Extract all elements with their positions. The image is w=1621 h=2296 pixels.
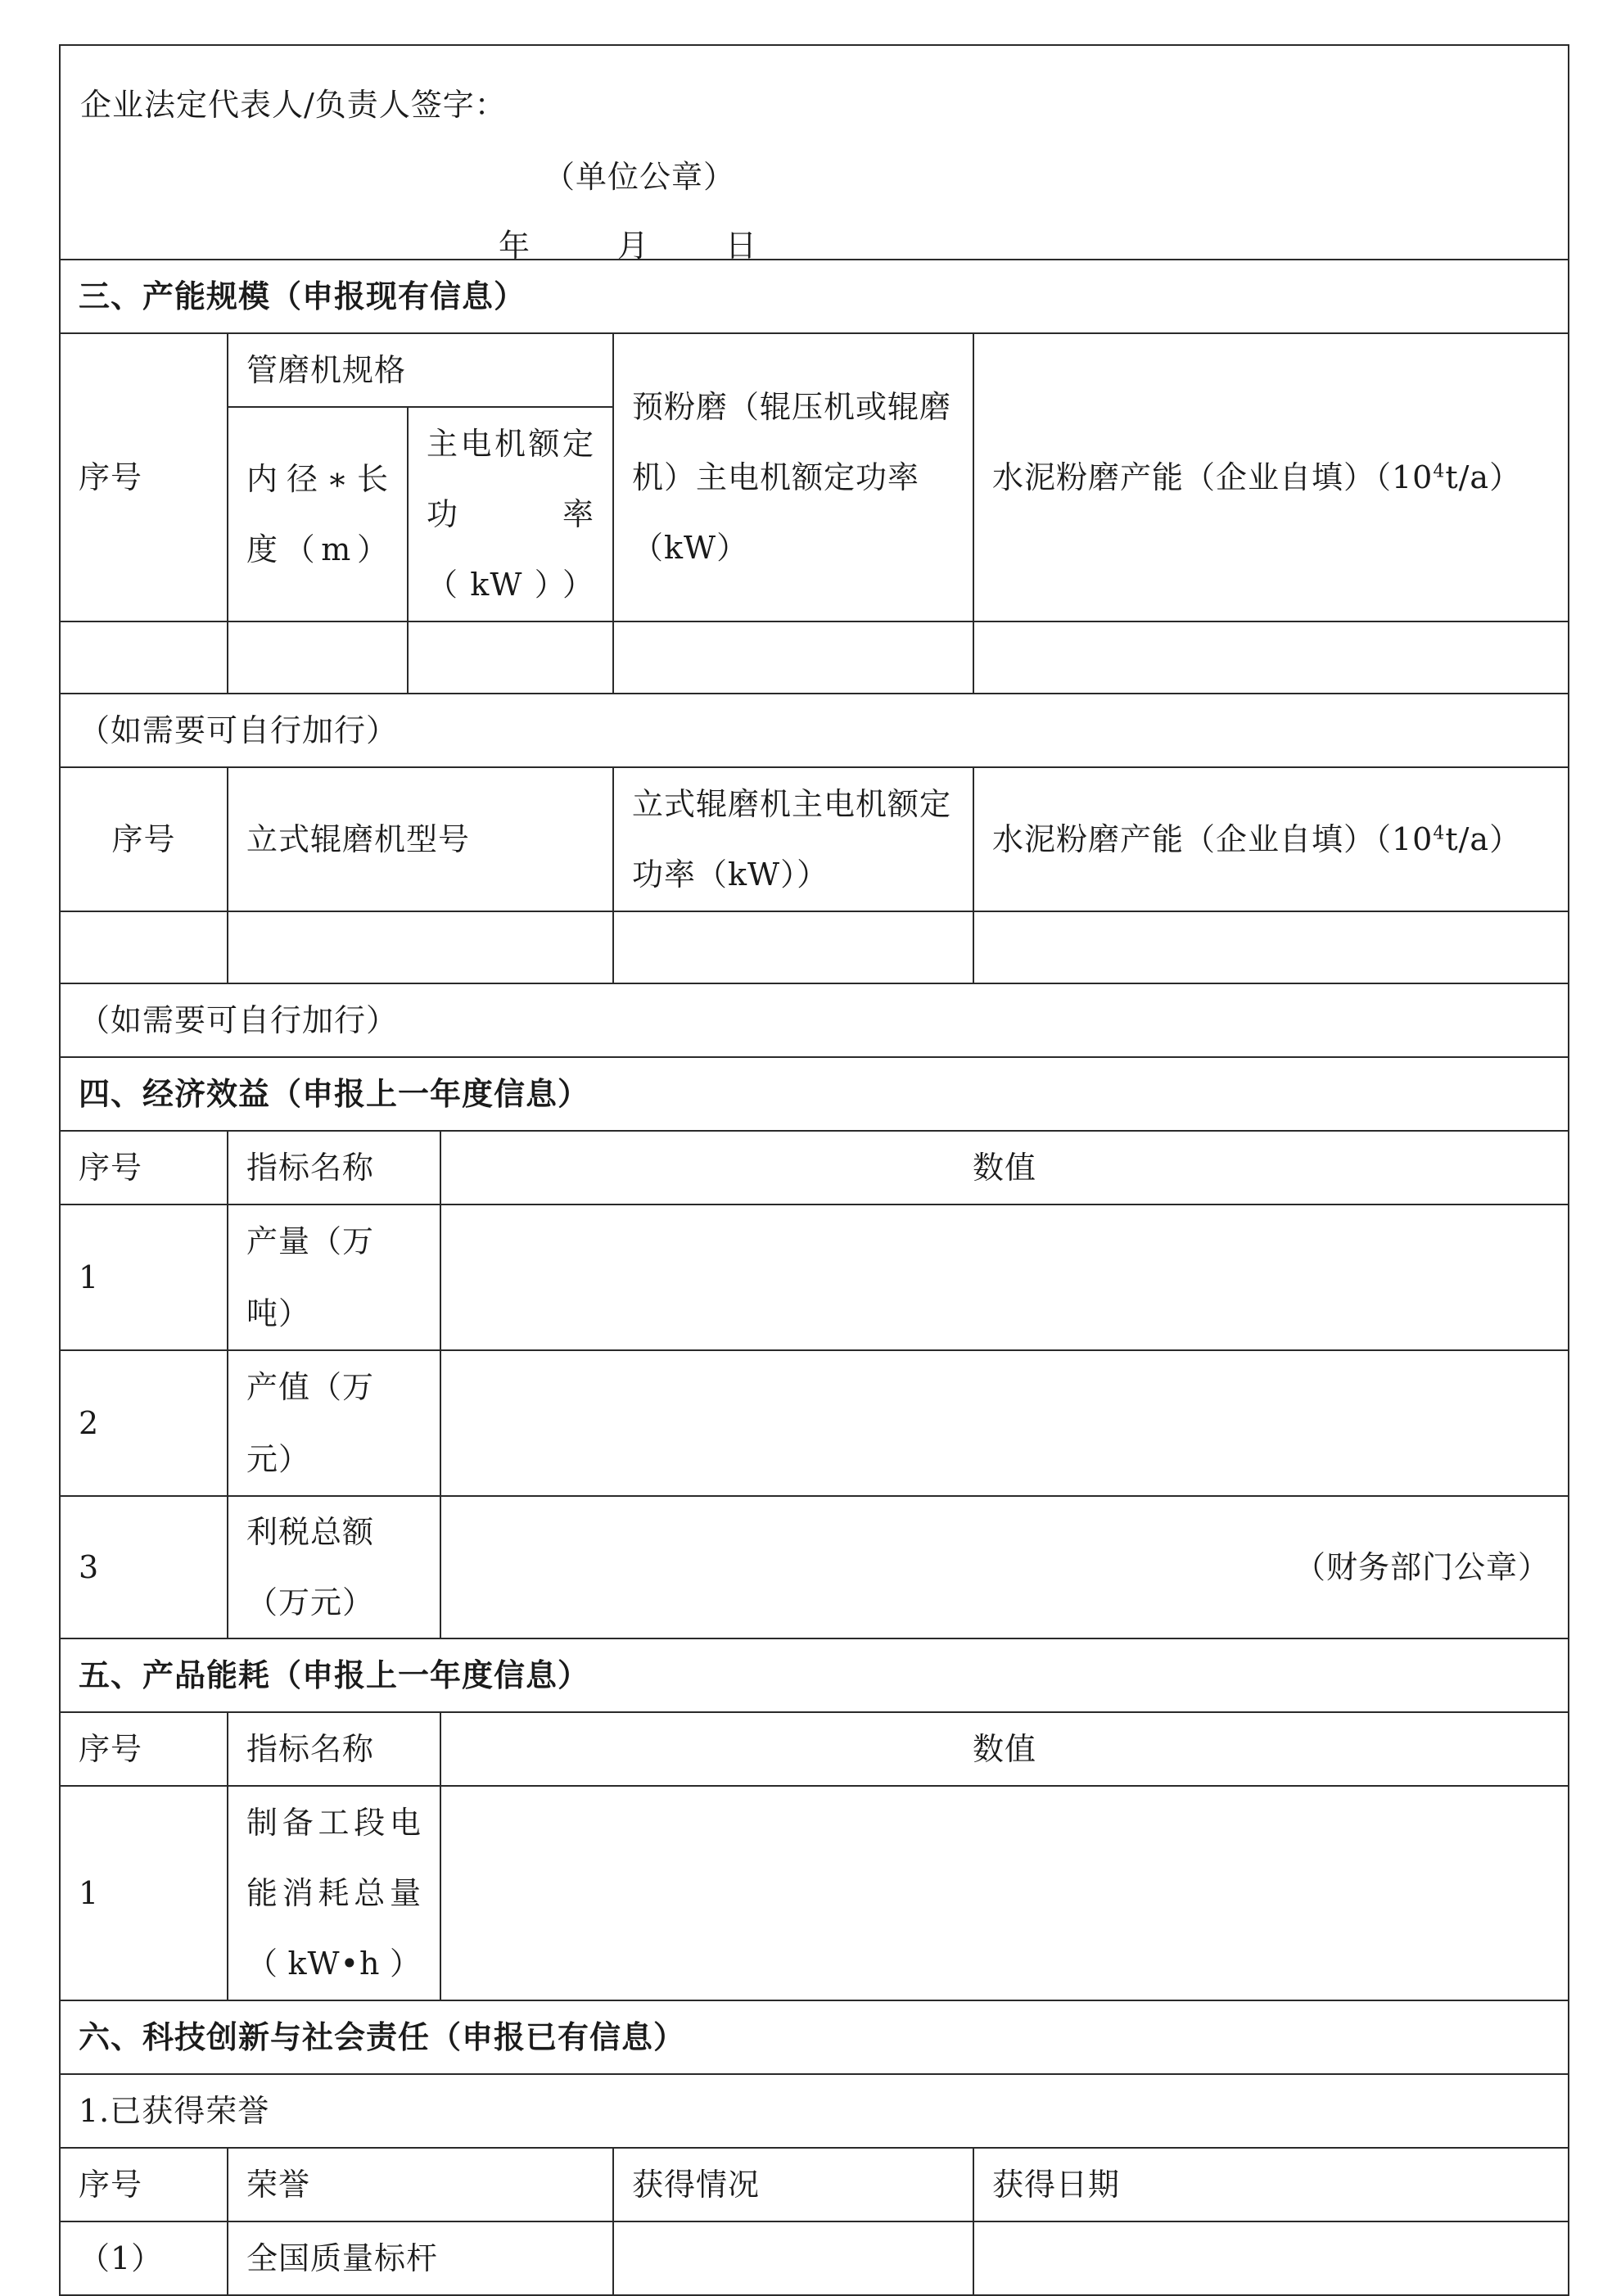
s4-row-index: 2 bbox=[60, 1350, 228, 1496]
t2-add-row-note: （如需要可自行加行） bbox=[60, 983, 1569, 1057]
s4-header-index: 序号 bbox=[60, 1131, 228, 1204]
t2-cell[interactable] bbox=[60, 911, 228, 983]
t1-empty-row bbox=[60, 621, 1569, 694]
s6-header-date: 获得日期 bbox=[973, 2148, 1569, 2221]
day-label: 日 bbox=[725, 228, 758, 264]
table-row bbox=[60, 2221, 1569, 2295]
t2-cell[interactable] bbox=[613, 911, 973, 983]
s5-header-value: 数值 bbox=[440, 1712, 1569, 1786]
s4-row-value[interactable] bbox=[440, 1350, 1569, 1496]
t1-cell[interactable] bbox=[408, 621, 613, 694]
t1-cell[interactable] bbox=[973, 621, 1569, 694]
t1-header-index: 序号 bbox=[60, 333, 228, 621]
table-row bbox=[60, 1204, 1569, 1350]
s4-header-name: 指标名称 bbox=[228, 1131, 440, 1204]
t1-cell[interactable] bbox=[60, 621, 228, 694]
t2-header-power: 立式辊磨机主电机额定功率（kW）） bbox=[613, 767, 973, 911]
s6-row-status[interactable] bbox=[613, 2221, 973, 2295]
s6-row-index: （1） bbox=[60, 2221, 228, 2295]
signature-label: 企业法定代表人/负责人签字： bbox=[80, 87, 507, 123]
t1-header-capacity: 水泥粉磨产能（企业自填）$(10^4t/a)$ bbox=[973, 333, 1569, 621]
finance-seal-label: （财务部门公章） bbox=[1294, 1549, 1551, 1585]
s5-header-index: 序号 bbox=[60, 1712, 228, 1786]
s4-row-name: 产值（万元） bbox=[228, 1350, 440, 1496]
s5-row-name: 制备工段电能消耗总量（kW•h） bbox=[228, 1786, 440, 2000]
s4-row-value[interactable] bbox=[440, 1496, 1569, 1638]
t1-header-tube-group: 管磨机规格 bbox=[228, 333, 613, 407]
form-page bbox=[59, 44, 1568, 2296]
s4-row-name: 产量（万吨） bbox=[228, 1204, 440, 1350]
t2-empty-row bbox=[60, 911, 1569, 983]
section-6-title: 六、科技创新与社会责任（申报已有信息） bbox=[60, 2000, 1569, 2074]
t1-cell[interactable] bbox=[613, 621, 973, 694]
table-row bbox=[60, 1496, 1569, 1638]
table-row bbox=[60, 1786, 1569, 2000]
year-label: 年 bbox=[499, 228, 531, 264]
s4-row-value[interactable] bbox=[440, 1204, 1569, 1350]
section-4-title: 四、经济效益（申报上一年度信息） bbox=[60, 1057, 1569, 1131]
t1-header-size: 内径∗长度（m） bbox=[228, 407, 408, 621]
s4-row-name: 利税总额（万元） bbox=[228, 1496, 440, 1638]
s6-header-honor: 荣誉 bbox=[228, 2148, 613, 2221]
s6-row-date[interactable] bbox=[973, 2221, 1569, 2295]
t2-header-model: 立式辊磨机型号 bbox=[228, 767, 613, 911]
application-form-table bbox=[59, 44, 1569, 2296]
t1-header-power: 主电机额定功率（kW）） bbox=[408, 407, 613, 621]
s5-header-name: 指标名称 bbox=[228, 1712, 440, 1786]
t2-header-capacity: 水泥粉磨产能（企业自填）$(10^4t/a)$ bbox=[973, 767, 1569, 911]
section-5-title: 五、产品能耗（申报上一年度信息） bbox=[60, 1638, 1569, 1712]
table-row bbox=[60, 1350, 1569, 1496]
t1-cell[interactable] bbox=[228, 621, 408, 694]
signature-block bbox=[60, 45, 1569, 264]
s6-header-index: 序号 bbox=[60, 2148, 228, 2221]
s6-header-status: 获得情况 bbox=[613, 2148, 973, 2221]
s4-row-index: 3 bbox=[60, 1496, 228, 1638]
s5-row-index: 1 bbox=[60, 1786, 228, 2000]
t2-header-index: 序号 bbox=[60, 767, 228, 911]
s4-header-value: 数值 bbox=[440, 1131, 1569, 1204]
s5-row-value[interactable] bbox=[440, 1786, 1569, 2000]
section-3-title: 三、产能规模（申报现有信息） bbox=[60, 260, 1569, 333]
t1-header-premill: 预粉磨（辊压机或辊磨机）主电机额定功率（kW） bbox=[613, 333, 973, 621]
t2-cell[interactable] bbox=[973, 911, 1569, 983]
t1-add-row-note: （如需要可自行加行） bbox=[60, 694, 1569, 767]
s4-row-index: 1 bbox=[60, 1204, 228, 1350]
unit-seal-label: （单位公章） bbox=[544, 159, 736, 195]
t2-cell[interactable] bbox=[228, 911, 613, 983]
month-label: 月 bbox=[617, 228, 650, 264]
s6-row-honor: 全国质量标杆 bbox=[228, 2221, 613, 2295]
s6-subsection-honors: 1.已获得荣誉 bbox=[60, 2074, 1569, 2148]
